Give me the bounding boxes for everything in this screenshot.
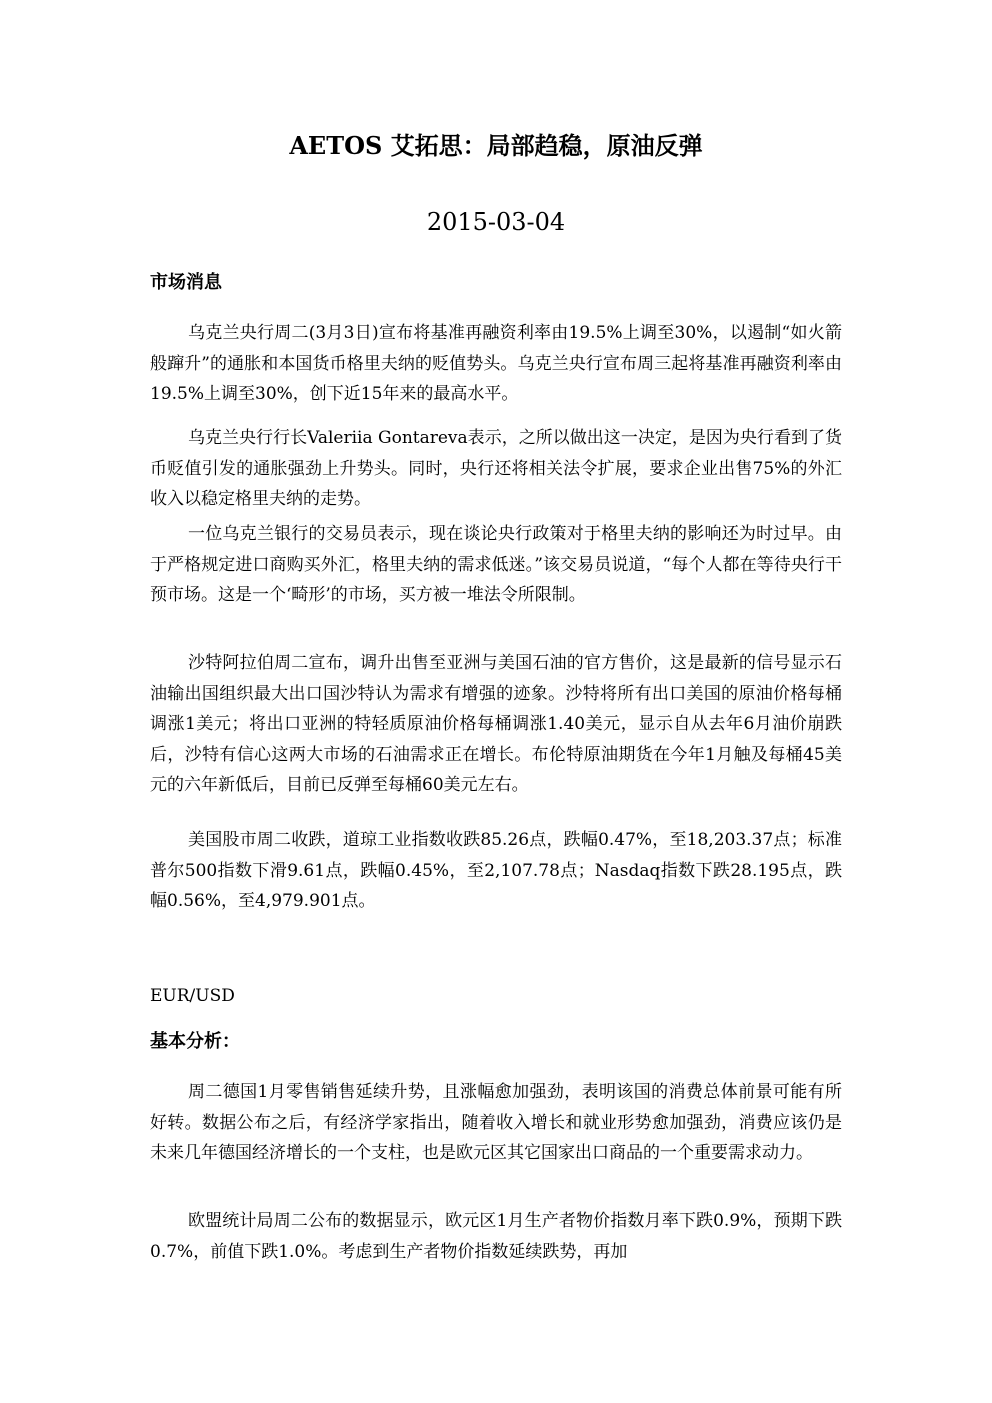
paragraph: 周二德国1月零售销售延续升势，且涨幅愈加强劲，表明该国的消费总体前景可能有所好转。数据公布之后，有经济学家指出，随着收入增长和就业形势愈加强劲，消费应该仍是未来几年德国经济增长的一个支柱，也是欧元区其它国家出口商品的一个重要需求动力。	[150, 1082, 842, 1163]
document-title: AETOS 艾拓思：局部趋稳，原油反弹	[289, 131, 703, 160]
section-heading-market-news: 市场消息	[150, 272, 222, 293]
paragraph: 沙特阿拉伯周二宣布，调升出售至亚洲与美国石油的官方售价，这是最新的信号显示石油输出国组织最大出口国沙特认为需求有增强的迹象。沙特将所有出口美国的原油价格每桶调涨1美元；将出口亚洲的特轻质原油价格每桶调涨1.40美元，显示自从去年6月油价崩跌后，沙特有信心这两大市场的石油需求正在增长。布伦特原油期货在今年1月触及每桶45美元的六年新低后，目前已反弹至每桶60美元左右。	[150, 653, 842, 795]
section-label-eurusd: EUR/USD	[150, 986, 235, 1006]
paragraph: 美国股市周二收跌，道琼工业指数收跌85.26点，跌幅0.47%，至18,203.37点；标准普尔500指数下滑9.61点，跌幅0.45%，至2,107.78点；Nasdaq指数下跌28.195点，跌幅0.56%，至4,979.901点。	[150, 830, 842, 911]
section-heading-fundamental-analysis: 基本分析：	[150, 1031, 240, 1052]
paragraph: 乌克兰央行周二(3月3日)宣布将基准再融资利率由19.5%上调至30%，以遏制“如火箭般蹿升”的通胀和本国货币格里夫纳的贬值势头。乌克兰央行宣布周三起将基准再融资利率由19.5%上调至30%，创下近15年来的最高水平。	[150, 323, 842, 404]
document-date: 2015-03-04	[426, 208, 566, 236]
paragraph: 欧盟统计局周二公布的数据显示，欧元区1月生产者物价指数月率下跌0.9%，预期下跌0.7%，前值下跌1.0%。考虑到生产者物价指数延续跌势，再加	[150, 1211, 842, 1262]
paragraph: 一位乌克兰银行的交易员表示，现在谈论央行政策对于格里夫纳的影响还为时过早。由于严格规定进口商购买外汇，格里夫纳的需求低迷。”该交易员说道，“每个人都在等待央行干预市场。这是一个‘畸形’的市场，买方被一堆法令所限制。	[150, 524, 842, 605]
paragraph: 乌克兰央行行长Valeriia Gontareva表示，之所以做出这一决定，是因为央行看到了货币贬值引发的通胀强劲上升势头。同时，央行还将相关法令扩展，要求企业出售75%的外汇收入以稳定格里夫纳的走势。	[150, 428, 842, 509]
